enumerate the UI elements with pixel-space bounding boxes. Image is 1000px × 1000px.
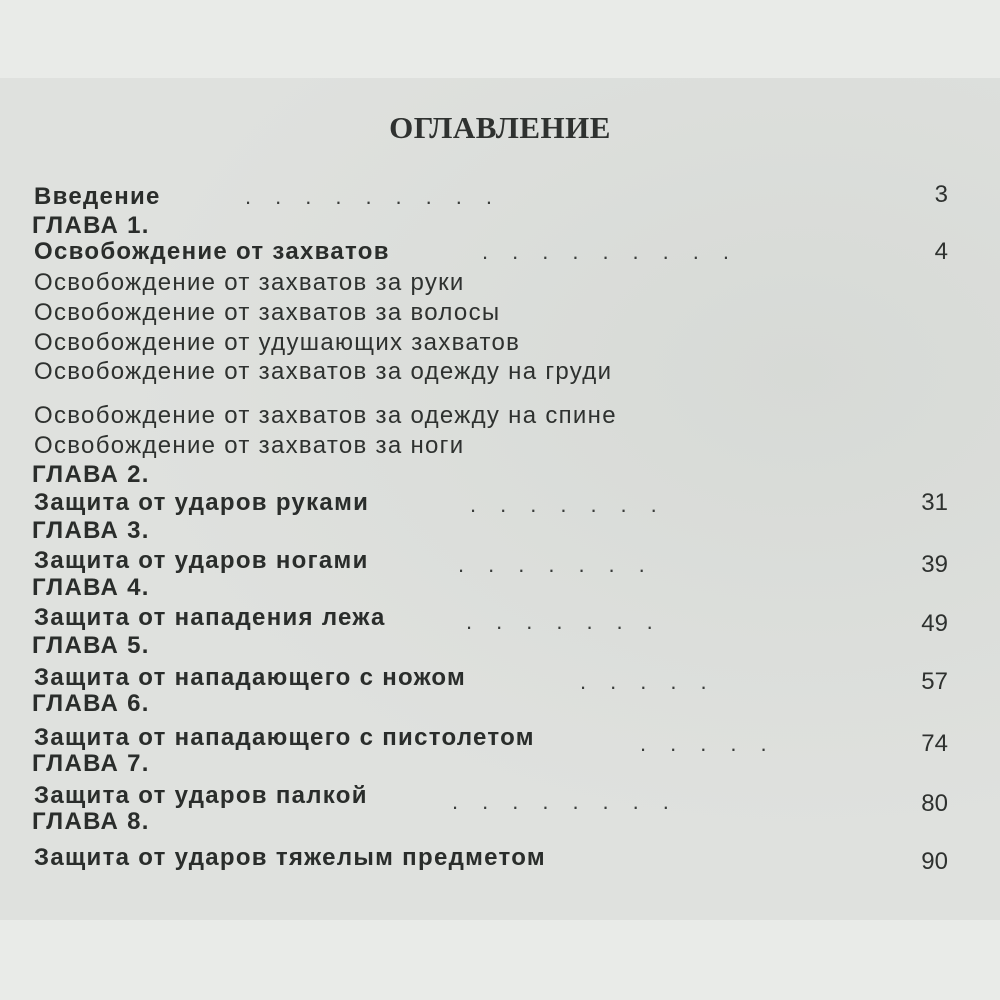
toc-chapter-label: ГЛАВА 6. [32,690,150,717]
toc-chapter-label: ГЛАВА 1. [32,212,150,239]
toc-subentry: Освобождение от удушающих захватов [34,329,521,356]
toc-entry: Защита от ударов руками [34,489,370,516]
toc-chapter-label: ГЛАВА 5. [32,632,150,659]
toc-entry-introduction: Введение [34,183,161,210]
toc-subentry: Освобождение от захватов за руки [34,269,465,296]
toc-entry: Защита от ударов ногами [34,547,369,574]
toc-entry: Защита от нападения лежа [34,604,386,631]
toc-chapter-label: ГЛАВА 8. [32,808,150,835]
dot-leader: ........ [452,789,693,814]
dot-leader: ....... [470,492,681,517]
dot-leader: ....... [466,609,677,634]
toc-page-number: 31 [921,489,948,516]
toc-entry: Защита от ударов тяжелым предметом [34,844,546,871]
toc-page-number: 39 [921,551,948,578]
toc-page-number: 57 [921,668,948,695]
toc-chapter-label: ГЛАВА 4. [32,574,150,601]
dot-leader: ....... [458,552,669,577]
dot-leader: ..... [640,731,791,756]
toc-page-number: 74 [921,730,948,757]
toc-chapter-label: ГЛАВА 3. [32,517,150,544]
toc-entry: Защита от ударов палкой [34,782,368,809]
toc-subentry: Освобождение от захватов за одежду на спине [34,402,617,429]
toc-subentry: Освобождение от захватов за ноги [34,432,465,459]
toc-page-number: 80 [921,790,948,817]
dot-leader: ..... [580,669,731,694]
toc-entry: Защита от нападающего с ножом [34,664,467,691]
toc-entry: Освобождение от захватов [34,238,390,265]
page-title: ОГЛАВЛЕНИЕ [389,110,611,145]
toc-chapter-label: ГЛАВА 2. [32,461,150,488]
toc-page-number: 90 [921,848,948,875]
toc-page-number: 3 [934,181,948,208]
dot-leader: ......... [482,239,754,264]
dot-leader: ......... [245,184,517,209]
toc-subentry: Освобождение от захватов за одежду на груди [34,358,613,385]
toc-page-number: 49 [921,610,948,637]
toc-page-number: 4 [934,238,948,265]
toc-chapter-label: ГЛАВА 7. [32,750,150,777]
toc-subentry: Освобождение от захватов за волосы [34,299,501,326]
toc-entry: Защита от нападающего с пистолетом [34,724,535,751]
